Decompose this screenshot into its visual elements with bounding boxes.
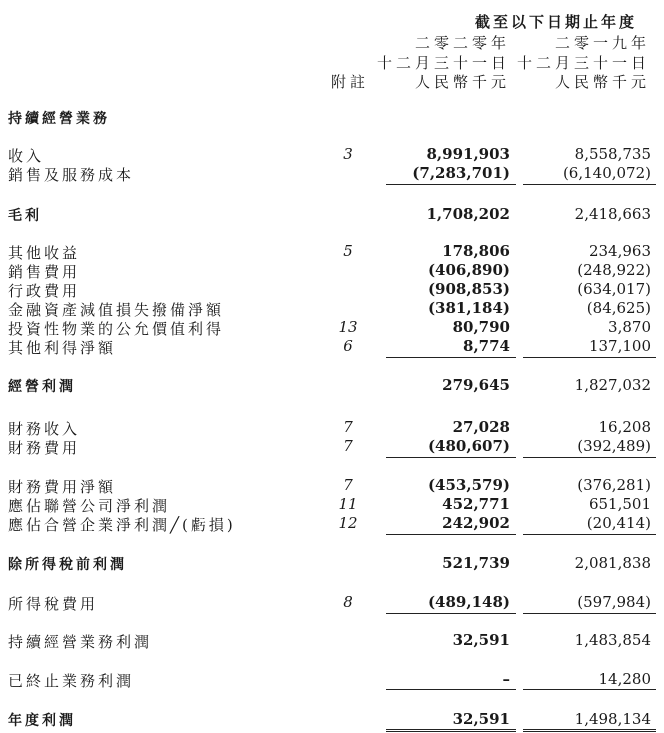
value-2019: 1,498,134 xyxy=(574,710,651,728)
value-2019: (248,922) xyxy=(577,261,651,279)
table-row xyxy=(0,418,664,437)
value-2019: 16,208 xyxy=(598,418,651,436)
row-note: 5 xyxy=(343,242,353,260)
col-2019-unit: 人民幣千元 xyxy=(554,73,650,91)
row-note: 8 xyxy=(343,593,353,611)
rule-line xyxy=(386,731,516,732)
rule-line xyxy=(386,729,516,730)
col-2020-date: 十二月三十一日 xyxy=(376,54,510,72)
row-label: 經營利潤 xyxy=(8,379,76,395)
row-label: 收入 xyxy=(8,147,45,165)
value-2019: (597,984) xyxy=(577,593,651,611)
rule-line xyxy=(523,184,656,185)
row-label: 其他利得淨額 xyxy=(8,339,117,357)
rule-line xyxy=(523,729,656,730)
row-label: 財務費用 xyxy=(8,439,81,457)
value-2019: 14,280 xyxy=(598,670,651,688)
rule-line xyxy=(523,534,656,535)
table-row xyxy=(0,164,664,183)
value-2020: (489,148) xyxy=(427,593,510,611)
row-note: 13 xyxy=(338,318,358,336)
rule-line xyxy=(386,357,516,358)
row-label: 投資性物業的公允價值利得 xyxy=(8,320,225,338)
table-row xyxy=(0,337,664,356)
value-2020: – xyxy=(502,670,510,688)
rule-line xyxy=(523,731,656,732)
value-2020: 32,591 xyxy=(452,631,510,649)
row-note: 3 xyxy=(343,145,353,163)
table-row xyxy=(0,261,664,280)
table-row xyxy=(0,205,664,224)
row-label: 持續經營業務 xyxy=(8,111,110,127)
value-2020: 279,645 xyxy=(442,376,510,394)
col-2020-year: 二零二零年 xyxy=(414,34,510,52)
rule-line xyxy=(386,689,516,690)
row-label: 財務收入 xyxy=(8,420,81,438)
row-label: 金融資產減值損失撥備淨額 xyxy=(8,301,225,319)
value-2020: 1,708,202 xyxy=(426,205,510,223)
value-2019: 1,483,854 xyxy=(574,631,651,649)
table-row xyxy=(0,710,664,729)
row-label: 所得稅費用 xyxy=(8,595,99,613)
value-2019: 2,081,838 xyxy=(574,554,651,572)
row-label: 已終止業務利潤 xyxy=(8,672,135,690)
col-2019-date: 十二月三十一日 xyxy=(516,54,650,72)
row-label: 應佔合營企業淨利潤╱(虧損) xyxy=(8,516,236,534)
table-row xyxy=(0,495,664,514)
value-2019: (376,281) xyxy=(577,476,651,494)
note-header: 附註 xyxy=(331,73,370,91)
table-row xyxy=(0,514,664,533)
value-2020: (480,607) xyxy=(427,437,510,455)
row-note: 7 xyxy=(343,476,353,494)
table-row xyxy=(0,631,664,650)
table-row xyxy=(0,593,664,612)
value-2020: (7,283,701) xyxy=(412,164,510,182)
col-2020-unit: 人民幣千元 xyxy=(414,73,510,91)
table-row xyxy=(0,670,664,689)
rule-line xyxy=(523,689,656,690)
row-label: 年度利潤 xyxy=(8,713,76,729)
period-header: 截至以下日期止年度 xyxy=(474,13,637,31)
table-row xyxy=(0,476,664,495)
value-2020: (908,853) xyxy=(427,280,510,298)
row-label: 應佔聯營公司淨利潤 xyxy=(8,497,171,515)
value-2020: 80,790 xyxy=(452,318,510,336)
rule-line xyxy=(386,534,516,535)
rule-line xyxy=(523,613,656,614)
value-2019: (6,140,072) xyxy=(562,164,651,182)
rule-line xyxy=(386,457,516,458)
row-note: 6 xyxy=(343,337,353,355)
col-2019-year: 二零一九年 xyxy=(554,34,650,52)
value-2020: 242,902 xyxy=(442,514,510,532)
value-2020: 32,591 xyxy=(452,710,510,728)
row-label: 財務費用淨額 xyxy=(8,478,117,496)
value-2019: (634,017) xyxy=(577,280,651,298)
value-2020: 8,991,903 xyxy=(426,145,510,163)
row-label: 持續經營業務利潤 xyxy=(8,633,153,651)
value-2019: (20,414) xyxy=(586,514,651,532)
row-label: 行政費用 xyxy=(8,282,81,300)
table-row xyxy=(0,280,664,299)
table-row xyxy=(0,376,664,395)
value-2020: 27,028 xyxy=(452,418,510,436)
row-label: 除所得稅前利潤 xyxy=(8,557,127,573)
value-2020: 452,771 xyxy=(442,495,510,513)
row-note: 7 xyxy=(343,437,353,455)
value-2020: (453,579) xyxy=(427,476,510,494)
value-2019: 8,558,735 xyxy=(574,145,651,163)
rule-line xyxy=(523,357,656,358)
row-label: 銷售費用 xyxy=(8,263,81,281)
value-2019: 137,100 xyxy=(588,337,651,355)
value-2019: 3,870 xyxy=(608,318,651,336)
value-2020: 178,806 xyxy=(442,242,510,260)
table-row xyxy=(0,318,664,337)
rule-line xyxy=(523,457,656,458)
value-2020: (381,184) xyxy=(427,299,510,317)
row-note: 11 xyxy=(338,495,358,513)
value-2019: (84,625) xyxy=(586,299,651,317)
value-2019: 651,501 xyxy=(588,495,651,513)
table-row xyxy=(0,145,664,164)
table-row xyxy=(0,554,664,573)
value-2020: 521,739 xyxy=(442,554,510,572)
value-2019: 1,827,032 xyxy=(574,376,651,394)
value-2019: (392,489) xyxy=(577,437,651,455)
value-2019: 234,963 xyxy=(588,242,651,260)
row-note: 12 xyxy=(338,514,358,532)
row-note: 7 xyxy=(343,418,353,436)
row-label: 其他收益 xyxy=(8,244,81,262)
table-row xyxy=(0,242,664,261)
row-label: 毛利 xyxy=(8,208,42,224)
rule-line xyxy=(386,184,516,185)
table-row xyxy=(0,108,664,127)
value-2020: 8,774 xyxy=(463,337,510,355)
table-row xyxy=(0,437,664,456)
table-row xyxy=(0,299,664,318)
rule-line xyxy=(386,613,516,614)
row-label: 銷售及服務成本 xyxy=(8,166,135,184)
value-2019: 2,418,663 xyxy=(574,205,651,223)
value-2020: (406,890) xyxy=(427,261,510,279)
